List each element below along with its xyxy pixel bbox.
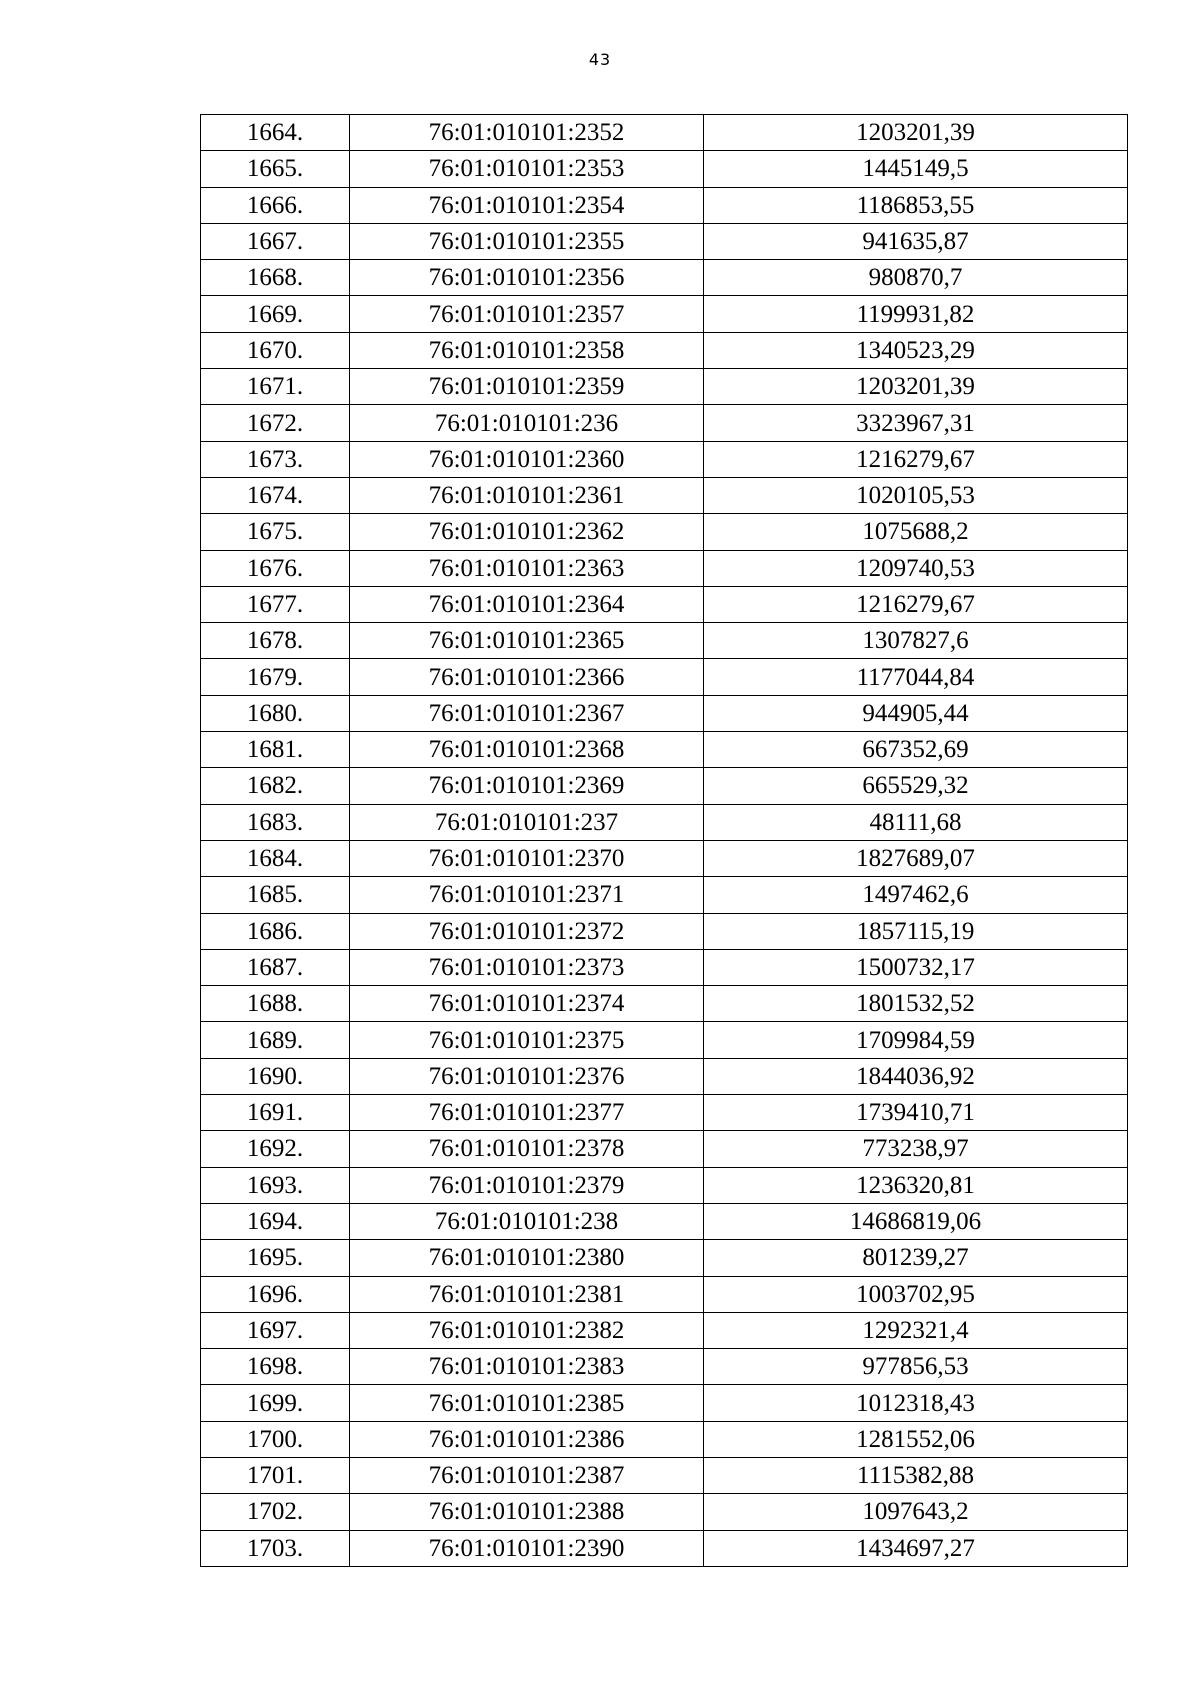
cadastral-number-cell: 76:01:010101:2360 (350, 441, 704, 477)
cadastral-number-cell: 76:01:010101:2388 (350, 1494, 704, 1530)
cadastral-value-cell: 944905,44 (704, 695, 1128, 731)
table-row (201, 877, 1128, 913)
cadastral-number-cell: 76:01:010101:236 (350, 405, 704, 441)
table-row (201, 477, 1128, 513)
cadastral-number-cell: 76:01:010101:2378 (350, 1131, 704, 1167)
cadastral-value-cell: 1003702,95 (704, 1276, 1128, 1312)
cadastral-number-cell: 76:01:010101:2379 (350, 1167, 704, 1203)
cadastral-value-cell: 980870,7 (704, 260, 1128, 296)
cadastral-value-cell: 1340523,29 (704, 332, 1128, 368)
cadastral-value-cell: 1292321,4 (704, 1312, 1128, 1348)
row-number-cell: 1685. (201, 877, 350, 913)
row-number-cell: 1672. (201, 405, 350, 441)
row-number-cell: 1667. (201, 223, 350, 259)
cadastral-value-cell: 1216279,67 (704, 441, 1128, 477)
table-row (201, 1312, 1128, 1348)
cadastral-value-cell: 1115382,88 (704, 1457, 1128, 1493)
cadastral-number-cell: 76:01:010101:2352 (350, 115, 704, 151)
row-number-cell: 1690. (201, 1058, 350, 1094)
row-number-cell: 1680. (201, 695, 350, 731)
row-number-cell: 1679. (201, 659, 350, 695)
cadastral-value-cell: 1434697,27 (704, 1530, 1128, 1566)
row-number-cell: 1703. (201, 1530, 350, 1566)
cadastral-value-cell: 1827689,07 (704, 840, 1128, 876)
table-row (201, 949, 1128, 985)
row-number-cell: 1681. (201, 732, 350, 768)
cadastral-number-cell: 76:01:010101:2359 (350, 369, 704, 405)
cadastral-number-cell: 76:01:010101:2374 (350, 986, 704, 1022)
cadastral-number-cell: 76:01:010101:2372 (350, 913, 704, 949)
cadastral-value-cell: 773238,97 (704, 1131, 1128, 1167)
row-number-cell: 1695. (201, 1240, 350, 1276)
cadastral-value-cell: 1844036,92 (704, 1058, 1128, 1094)
table-row (201, 732, 1128, 768)
cadastral-value-cell: 1500732,17 (704, 949, 1128, 985)
row-number-cell: 1674. (201, 477, 350, 513)
cadastral-number-cell: 76:01:010101:2365 (350, 623, 704, 659)
cadastral-number-cell: 76:01:010101:238 (350, 1203, 704, 1239)
row-number-cell: 1675. (201, 514, 350, 550)
cadastral-number-cell: 76:01:010101:2363 (350, 550, 704, 586)
cadastral-number-cell: 76:01:010101:2373 (350, 949, 704, 985)
row-number-cell: 1698. (201, 1349, 350, 1385)
table-row (201, 586, 1128, 622)
cadastral-value-cell: 1203201,39 (704, 115, 1128, 151)
cadastral-value-cell: 1445149,5 (704, 151, 1128, 187)
cadastral-number-cell: 76:01:010101:2380 (350, 1240, 704, 1276)
cadastral-number-cell: 76:01:010101:2382 (350, 1312, 704, 1348)
cadastral-value-cell: 1307827,6 (704, 623, 1128, 659)
cadastral-value-cell: 1739410,71 (704, 1095, 1128, 1131)
table-row (201, 1240, 1128, 1276)
row-number-cell: 1688. (201, 986, 350, 1022)
cadastral-number-cell: 76:01:010101:2375 (350, 1022, 704, 1058)
cadastral-number-cell: 76:01:010101:2362 (350, 514, 704, 550)
cadastral-value-cell: 1216279,67 (704, 586, 1128, 622)
cadastral-number-cell: 76:01:010101:2367 (350, 695, 704, 731)
cadastral-value-cell: 1012318,43 (704, 1385, 1128, 1421)
table-row (201, 1058, 1128, 1094)
cadastral-value-table (200, 114, 1128, 1567)
row-number-cell: 1670. (201, 332, 350, 368)
table-row (201, 1095, 1128, 1131)
row-number-cell: 1701. (201, 1457, 350, 1493)
cadastral-number-cell: 76:01:010101:2369 (350, 768, 704, 804)
row-number-cell: 1676. (201, 550, 350, 586)
cadastral-number-cell: 76:01:010101:2370 (350, 840, 704, 876)
cadastral-number-cell: 76:01:010101:2356 (350, 260, 704, 296)
cadastral-value-cell: 1203201,39 (704, 369, 1128, 405)
table-row (201, 260, 1128, 296)
table-row (201, 151, 1128, 187)
table-row (201, 514, 1128, 550)
cadastral-number-cell: 76:01:010101:237 (350, 804, 704, 840)
table-row (201, 1385, 1128, 1421)
cadastral-number-cell: 76:01:010101:2390 (350, 1530, 704, 1566)
row-number-cell: 1677. (201, 586, 350, 622)
table-row (201, 332, 1128, 368)
cadastral-number-cell: 76:01:010101:2383 (350, 1349, 704, 1385)
row-number-cell: 1682. (201, 768, 350, 804)
cadastral-number-cell: 76:01:010101:2364 (350, 586, 704, 622)
cadastral-number-cell: 76:01:010101:2353 (350, 151, 704, 187)
cadastral-number-cell: 76:01:010101:2381 (350, 1276, 704, 1312)
cadastral-number-cell: 76:01:010101:2358 (350, 332, 704, 368)
page-number: 43 (588, 50, 612, 69)
table-row (201, 1530, 1128, 1566)
cadastral-number-cell: 76:01:010101:2366 (350, 659, 704, 695)
table-row (201, 223, 1128, 259)
cadastral-value-cell: 941635,87 (704, 223, 1128, 259)
cadastral-value-cell: 1281552,06 (704, 1421, 1128, 1457)
cadastral-value-cell: 3323967,31 (704, 405, 1128, 441)
row-number-cell: 1700. (201, 1421, 350, 1457)
cadastral-value-cell: 977856,53 (704, 1349, 1128, 1385)
table-row (201, 913, 1128, 949)
table-row (201, 1421, 1128, 1457)
cadastral-value-cell: 1209740,53 (704, 550, 1128, 586)
cadastral-number-cell: 76:01:010101:2361 (350, 477, 704, 513)
cadastral-value-cell: 1497462,6 (704, 877, 1128, 913)
table-row (201, 1276, 1128, 1312)
row-number-cell: 1665. (201, 151, 350, 187)
table-row (201, 1494, 1128, 1530)
cadastral-value-cell: 1199931,82 (704, 296, 1128, 332)
row-number-cell: 1673. (201, 441, 350, 477)
cadastral-number-cell: 76:01:010101:2355 (350, 223, 704, 259)
cadastral-value-cell: 1186853,55 (704, 187, 1128, 223)
table-row (201, 369, 1128, 405)
cadastral-value-cell: 14686819,06 (704, 1203, 1128, 1239)
table-row (201, 550, 1128, 586)
table-row (201, 1349, 1128, 1385)
cadastral-value-cell: 1097643,2 (704, 1494, 1128, 1530)
row-number-cell: 1669. (201, 296, 350, 332)
cadastral-number-cell: 76:01:010101:2386 (350, 1421, 704, 1457)
table-row (201, 1131, 1128, 1167)
row-number-cell: 1694. (201, 1203, 350, 1239)
table-row (201, 768, 1128, 804)
row-number-cell: 1691. (201, 1095, 350, 1131)
row-number-cell: 1664. (201, 115, 350, 151)
table-row (201, 1203, 1128, 1239)
row-number-cell: 1683. (201, 804, 350, 840)
cadastral-value-cell: 1236320,81 (704, 1167, 1128, 1203)
row-number-cell: 1693. (201, 1167, 350, 1203)
table-row (201, 804, 1128, 840)
cadastral-value-cell: 1709984,59 (704, 1022, 1128, 1058)
table-body (201, 115, 1128, 1567)
row-number-cell: 1684. (201, 840, 350, 876)
table-row (201, 1457, 1128, 1493)
row-number-cell: 1666. (201, 187, 350, 223)
table-row (201, 986, 1128, 1022)
cadastral-value-cell: 48111,68 (704, 804, 1128, 840)
cadastral-value-cell: 667352,69 (704, 732, 1128, 768)
cadastral-number-cell: 76:01:010101:2368 (350, 732, 704, 768)
row-number-cell: 1692. (201, 1131, 350, 1167)
table-row (201, 623, 1128, 659)
row-number-cell: 1668. (201, 260, 350, 296)
row-number-cell: 1697. (201, 1312, 350, 1348)
row-number-cell: 1678. (201, 623, 350, 659)
cadastral-number-cell: 76:01:010101:2357 (350, 296, 704, 332)
cadastral-number-cell: 76:01:010101:2371 (350, 877, 704, 913)
cadastral-value-cell: 1177044,84 (704, 659, 1128, 695)
cadastral-number-cell: 76:01:010101:2377 (350, 1095, 704, 1131)
cadastral-value-cell: 665529,32 (704, 768, 1128, 804)
table-row (201, 1167, 1128, 1203)
cadastral-number-cell: 76:01:010101:2387 (350, 1457, 704, 1493)
cadastral-value-cell: 1801532,52 (704, 986, 1128, 1022)
row-number-cell: 1689. (201, 1022, 350, 1058)
table-row (201, 695, 1128, 731)
row-number-cell: 1686. (201, 913, 350, 949)
table-row (201, 840, 1128, 876)
row-number-cell: 1699. (201, 1385, 350, 1421)
cadastral-number-cell: 76:01:010101:2376 (350, 1058, 704, 1094)
table-row (201, 405, 1128, 441)
table-row (201, 441, 1128, 477)
table-row (201, 659, 1128, 695)
row-number-cell: 1702. (201, 1494, 350, 1530)
cadastral-value-cell: 801239,27 (704, 1240, 1128, 1276)
cadastral-number-cell: 76:01:010101:2385 (350, 1385, 704, 1421)
table-row (201, 296, 1128, 332)
table-row (201, 187, 1128, 223)
cadastral-number-cell: 76:01:010101:2354 (350, 187, 704, 223)
cadastral-value-cell: 1857115,19 (704, 913, 1128, 949)
cadastral-value-cell: 1075688,2 (704, 514, 1128, 550)
row-number-cell: 1687. (201, 949, 350, 985)
row-number-cell: 1696. (201, 1276, 350, 1312)
table-row (201, 1022, 1128, 1058)
cadastral-value-cell: 1020105,53 (704, 477, 1128, 513)
row-number-cell: 1671. (201, 369, 350, 405)
table-row (201, 115, 1128, 151)
